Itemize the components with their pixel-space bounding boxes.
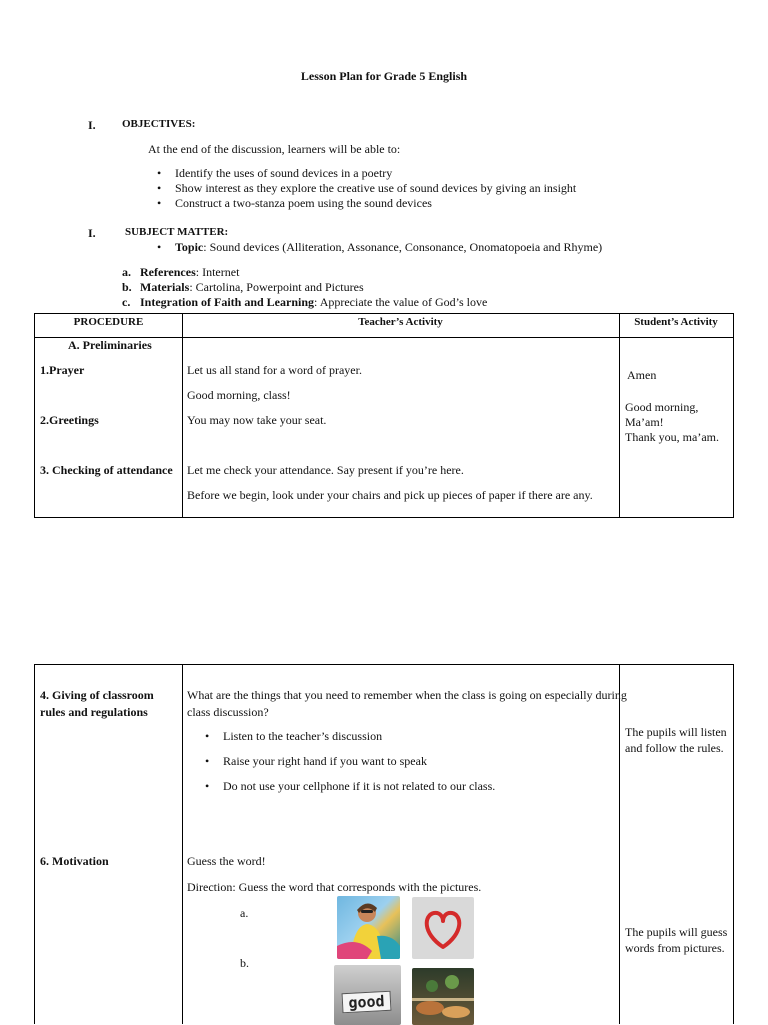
column-divider <box>182 665 183 1024</box>
activities-table <box>34 664 734 1024</box>
picture-food-image <box>412 968 474 1025</box>
header-student: Student’s Activity <box>634 316 718 328</box>
heart-icon <box>412 897 474 959</box>
ref-label: References <box>140 265 196 279</box>
teacher-good-morning: Good morning, class! <box>187 388 291 402</box>
rules-question-2: class discussion? <box>187 705 269 719</box>
rules-question-1: What are the things that you need to remember when the class is going on especially during <box>187 688 627 702</box>
student-motivation-2: words from pictures. <box>625 941 725 955</box>
topic-value: : Sound devices (Alliteration, Assonance, Consonance, Onomatopoeia and Rhyme) <box>203 240 603 254</box>
list-item: • Identify the uses of sound devices in a poetry <box>157 166 576 181</box>
objectives-list <box>157 166 576 211</box>
item-b-label: b. <box>240 956 249 970</box>
list-letter: c. <box>122 295 131 309</box>
student-thanks: Thank you, ma’am. <box>625 430 719 444</box>
procedure-table <box>34 313 734 518</box>
header-teacher: Teacher’s Activity <box>358 316 443 328</box>
list-item: • Construct a two-stanza poem using the sound devices <box>157 196 576 211</box>
student-motivation-1: The pupils will guess <box>625 925 728 939</box>
row-prayer: 1.Prayer <box>40 363 85 377</box>
picture-word-image <box>334 965 401 1025</box>
row-attendance: 3. Checking of attendance <box>40 463 173 477</box>
column-divider <box>182 314 183 517</box>
list-item <box>122 280 487 295</box>
topic-label: Topic <box>175 240 204 254</box>
list-letter: a. <box>122 265 131 279</box>
motivation-guess: Guess the word! <box>187 854 266 868</box>
ref-value: : Cartolina, Powerpoint and Pictures <box>189 280 364 294</box>
ref-label: Materials <box>140 280 190 294</box>
list-item: • Show interest as they explore the creative use of sound devices by giving an insight <box>157 181 576 196</box>
food-icon <box>412 968 474 1025</box>
row-rules-line-1: 4. Giving of classroom <box>40 688 154 702</box>
item-a-label: a. <box>240 906 249 920</box>
subject-heading: SUBJECT MATTER: <box>125 226 229 238</box>
teacher-attendance: Let me check your attendance. Say present if you’re here. <box>187 463 464 477</box>
objectives-heading: OBJECTIVES: <box>122 118 196 130</box>
list-item: • Do not use your cellphone if it is not related to our class. <box>205 778 495 803</box>
list-item <box>122 265 487 280</box>
column-divider <box>619 665 620 1024</box>
row-rules-line-2: rules and regulations <box>40 705 148 719</box>
topic-list <box>157 240 602 255</box>
page-title: Lesson Plan for Grade 5 English <box>300 69 468 83</box>
student-rules-2: and follow the rules. <box>625 741 724 755</box>
word-card: good <box>342 991 392 1014</box>
student-greet-1: Good morning, <box>625 400 699 414</box>
list-letter: b. <box>122 280 132 294</box>
student-greet-2: Ma’am! <box>625 415 664 429</box>
list-item: • Listen to the teacher’s discussion <box>205 728 495 753</box>
teacher-paper: Before we begin, look under your chairs and pick up pieces of paper if there are any. <box>187 488 593 502</box>
ref-value: : Internet <box>195 265 240 279</box>
ref-label: Integration of Faith and Learning <box>140 295 315 309</box>
student-rules-1: The pupils will listen <box>625 725 727 739</box>
picture-heart-image <box>412 897 474 959</box>
references-list <box>122 265 487 310</box>
motivation-direction: Direction: Guess the word that corresponds with the pictures. <box>187 880 482 894</box>
person-icon <box>337 896 400 959</box>
ref-value: : Appreciate the value of God’s love <box>314 295 488 309</box>
column-divider <box>619 314 620 517</box>
teacher-seat: You may now take your seat. <box>187 413 327 427</box>
picture-person-image <box>337 896 400 959</box>
topic-item <box>157 240 602 255</box>
objectives-intro: At the end of the discussion, learners will be able to: <box>148 142 401 156</box>
header-procedure: PROCEDURE <box>73 316 144 328</box>
section-preliminaries: A. Preliminaries <box>68 338 152 352</box>
objectives-numeral: I. <box>88 118 96 132</box>
subject-numeral: I. <box>88 226 96 240</box>
student-amen: Amen <box>627 368 657 382</box>
row-motivation: 6. Motivation <box>40 854 109 868</box>
list-item: • Raise your right hand if you want to speak <box>205 753 495 778</box>
teacher-prayer: Let us all stand for a word of prayer. <box>187 363 362 377</box>
list-item <box>122 295 487 310</box>
row-greetings: 2.Greetings <box>40 413 99 427</box>
rules-list <box>205 728 495 803</box>
